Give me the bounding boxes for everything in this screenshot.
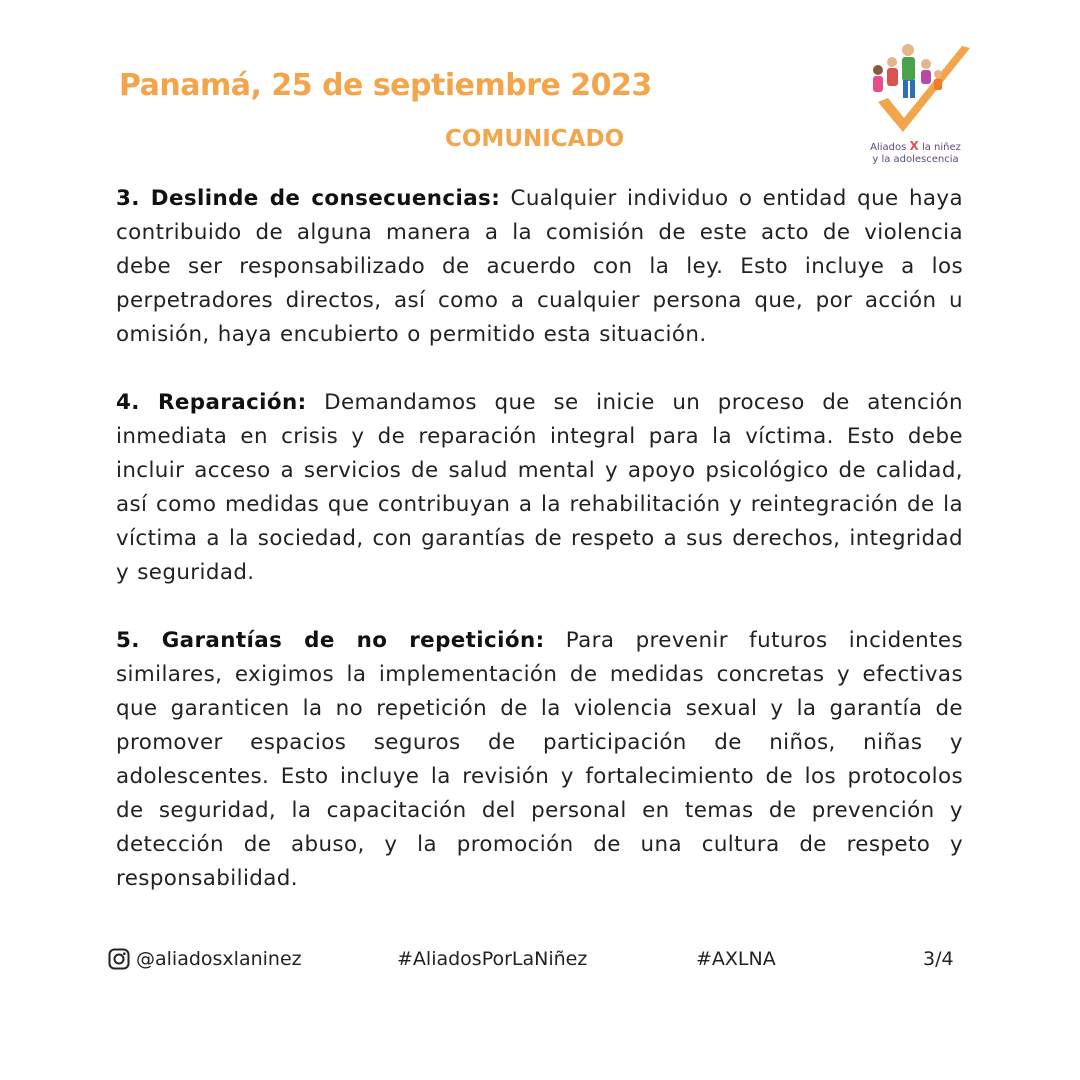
section-body: Para prevenir futuros incidentes similares, exigimos la implementación de medidas concretas y efectivas que garanticen la no repetición de la violencia sexual y la garantía de promover espacios seguros de participación de niños, niñas y adolescentes. Esto incluye la revisión y fortalecimiento de los protocolos de seguridad, la capacitación del personal en temas de prevención y detección de abuso, y la promoción de una cultura de respeto y responsabilidad.: [116, 628, 963, 891]
communique-body: [116, 182, 963, 930]
page-title: Panamá, 25 de septiembre 2023: [119, 68, 652, 103]
instagram-icon: [108, 948, 130, 970]
instagram-handle-text: @aliadosxlaninez: [136, 948, 302, 970]
logo-text: Aliados X la niñez y la adolescencia: [870, 139, 961, 165]
section-body: Cualquier individuo o entidad que haya contribuido de alguna manera a la comisión de este acto de violencia debe ser responsabilizado de acuerdo con la ley. Esto incluye a los perpetradores directos, así como a cualquier persona que, por acción u omisión, haya encubierto o permitido esta situación.: [116, 186, 963, 347]
section-5: [116, 624, 963, 896]
section-heading: 5. Garantías de no repetición:: [116, 628, 545, 653]
hashtag-aliados[interactable]: #AliadosPorLaNiñez: [397, 948, 588, 970]
section-3: [116, 182, 963, 352]
section-4: [116, 386, 963, 590]
page-subtitle: COMUNICADO: [445, 126, 625, 152]
hashtag-axlna[interactable]: #AXLNA: [696, 948, 776, 970]
page-number: 3/4: [923, 948, 954, 970]
logo: [858, 40, 973, 175]
family-check-icon: [858, 40, 973, 140]
footer: [108, 948, 968, 976]
instagram-handle[interactable]: [108, 948, 302, 970]
section-body: Demandamos que se inicie un proceso de atención inmediata en crisis y de reparación integral para la víctima. Esto debe incluir acceso a servicios de salud mental y apoyo psicológico de calidad, así como medidas que contribuyan a la rehabilitación y reintegración de la víctima a la sociedad, con garantías de respeto a sus derechos, integridad y seguridad.: [116, 390, 963, 585]
section-heading: 4. Reparación:: [116, 390, 307, 415]
section-heading: 3. Deslinde de consecuencias:: [116, 186, 501, 211]
